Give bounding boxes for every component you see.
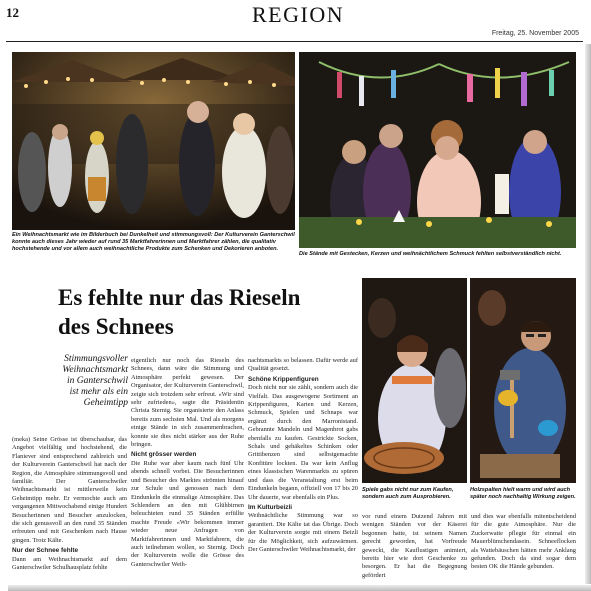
page-number: 12 (6, 5, 19, 20)
page-shadow-right (585, 44, 591, 584)
photo-board-game (362, 278, 467, 483)
caption-board-game: Spiele gabs nicht nur zum Kaufen, sondern auch zum Ausprobieren. (362, 487, 454, 500)
photo-market-crowd (12, 52, 295, 230)
photo-decoration-stall (299, 52, 576, 248)
column-2-subheading: Nicht grösser werden (131, 451, 197, 459)
column-5-text: und dies war ebenfalls mitentscheidend für die gute Atmosphäre. Nur die Zuckerwatte pflegte für einmal ein Mauerblümchendasein. Schneeflocken als Wattebäuschen hätten mehr Anklang gefunden. Doch da sind sogar dem besten OK die Hände gebunden. (471, 513, 576, 571)
headline-line-2: des Schnees (58, 314, 174, 339)
article-column-4 (362, 513, 467, 583)
column-1-text: (meka) Seine Grösse ist überschaubar, das Angebot vielfältig und hochstehend, die Flaniever sind entsprechend zahlreich und der Kulturverein Ganterschwil hat nach der Region, die Atmosphäre stimmungsvoll und familiär. Der Ganterschwiler Weihnachtsmarkt ist mittlerweile kein Geheimtipp mehr. Er vermochte auch am vergangenen Mittwochabend einige Hundert Besucherinnen und Besucher anzulocken, die sich genussvoll an den rund 35 Ständen erfreuten und mit Geschenken nach Hause gingen. Trotz Kälte. (12, 436, 127, 544)
photo-decoration-stall-image (299, 52, 576, 248)
column-4-text: vor rund einem Dutzend Jahren mit wenigen Ständen vor der Käserei begonnen hatte, ist seinem Namen gerecht geworden, hat Vorfreude geweckt, die Kauflustigen animiert, bereits hier wie dort Geschenke zu besorgen. Er hat die Begegnung gefördert (362, 513, 467, 579)
caption-decoration-stall: Die Stände mit Gestecken, Kerzen und weihnächtlichem Schmuck fehlten selbstverständlich nicht. (299, 251, 562, 257)
article-headline (58, 283, 358, 341)
article-column-3 (248, 357, 358, 583)
headline-line-1: Es fehlte nur das Rieseln (58, 285, 301, 310)
column-2-text: eigentlich nur noch das Rieseln des Schnees, dann wäre die Stimmung und Atmosphäre perfekt gewesen. Der Organisator, der Kulturverein Ganterschwil, zeigte sich trotzdem sehr erfreut. «Wir sind sehr zufrieden», sagte die Präsidentin Christa Sternig. Sie organisierte den Anlass bereits zum sechsten Mal. Und als morgens einige Stände in sich zusammenbrachen, konnte sie dies nicht stärker aus der Ruhe bringen. (131, 357, 244, 449)
article-column-2 (131, 357, 244, 583)
column-1-text-2: Dann am Weihnachtsmarkt auf dem Ganterschwiler Schulhausplatz fehlte (12, 555, 127, 572)
column-2-text-2: Die Ruhe war aber kaum nach fünf Uhr abends schnell vorbei. Die Besucherinnen und Besucher des Marktes strömten hinauf zur Schule und genossen nach dem Eindunkeln die einmalige Atmosphäre. Das Schlendern an den mit Glühbirnen beleuchteten rund 35 Ständen erfüllte machte Freude «Wir bekommen immer wieder neue Anfragen von Marktfahrerinnen und Marktfahrern, die auch teilnehmen wollen, so Sternig. Doch der Kulturverein wolle die Grösse des Ganterschwiler Weih- (131, 459, 244, 568)
date-line: Freitag, 25. November 2005 (491, 30, 579, 37)
header-rule (6, 41, 583, 42)
article-column-5 (471, 513, 576, 583)
column-3-text-3: Weihnächtliche Stimmung war so garantiert. Die Kälte tat das Übrige. Doch der Kulturverein sorgte mit einem Beizli für die Möglichkeit, sich aufzuwärmen. Der Ganterschwiler Weihnachtsmarkt, der (248, 512, 358, 553)
caption-market-crowd: Ein Weihnachtsmarkt wie im Bilderbuch bei Dunkelheit und stimmungsvoll: Der Kulturverein Ganterschwil konnte auch dieses Jahr wieder auf rund 35 Marktfahrerinnen und Marktfahrer zählen, die qualitativ hochstehende und vor allem auch weihnachtliche Produkte zum Schenken und Dekorieren anboten. (12, 232, 295, 252)
caption-wood-splitting: Holzspalten hielt warm und wird auch später noch nachhaltig Wirkung zeigen. (470, 487, 576, 500)
article-teaser: Stimmungsvoller Weihnachtsmarkt in Ganterschwil ist mehr als ein Geheimtipp (62, 354, 128, 408)
article-column-1 (12, 436, 127, 582)
photo-board-game-image (362, 278, 467, 483)
page-shadow-bottom (8, 585, 591, 591)
photo-wood-splitting (470, 278, 576, 483)
column-3-text-2: Doch nicht nur sie zählt, sondern auch die Vielfalt. Das ausgewogene Sortiment an Krippenfiguren, Karten und Kerzen, Schmuck, Spielen und Schnaps war ergänzt durch den Marronistand. Gebrannte Mandeln und Magenbrot gabs ebenfalls zu kaufen. Gestrickte Socken, Schals und gehäkeltes Schinken oder Grittibenzen sind selbstgemachte Konfitüre lockten. Da war kein Anflug eines klassischen Warenmarkts zu spüren und dass die Veranstaltung erst beim Eindunkeln begann, offiziell von 17 bis 20 Uhr dauerte, war ebenfalls ein Plus. (248, 384, 358, 501)
column-3-text: nachtsmarkts so belassen. Dafür werde auf Qualität gesetzt. (248, 357, 358, 373)
section-title: REGION (252, 2, 345, 27)
column-3-subheading: Schöne Krippenfiguren (248, 375, 319, 383)
column-1-subheading: Nur der Schnee fehlte (12, 547, 79, 555)
photo-wood-splitting-image (470, 278, 576, 483)
column-3-subheading-2: Im Kulturbeizli (248, 503, 293, 511)
photo-market-crowd-image (12, 52, 295, 230)
